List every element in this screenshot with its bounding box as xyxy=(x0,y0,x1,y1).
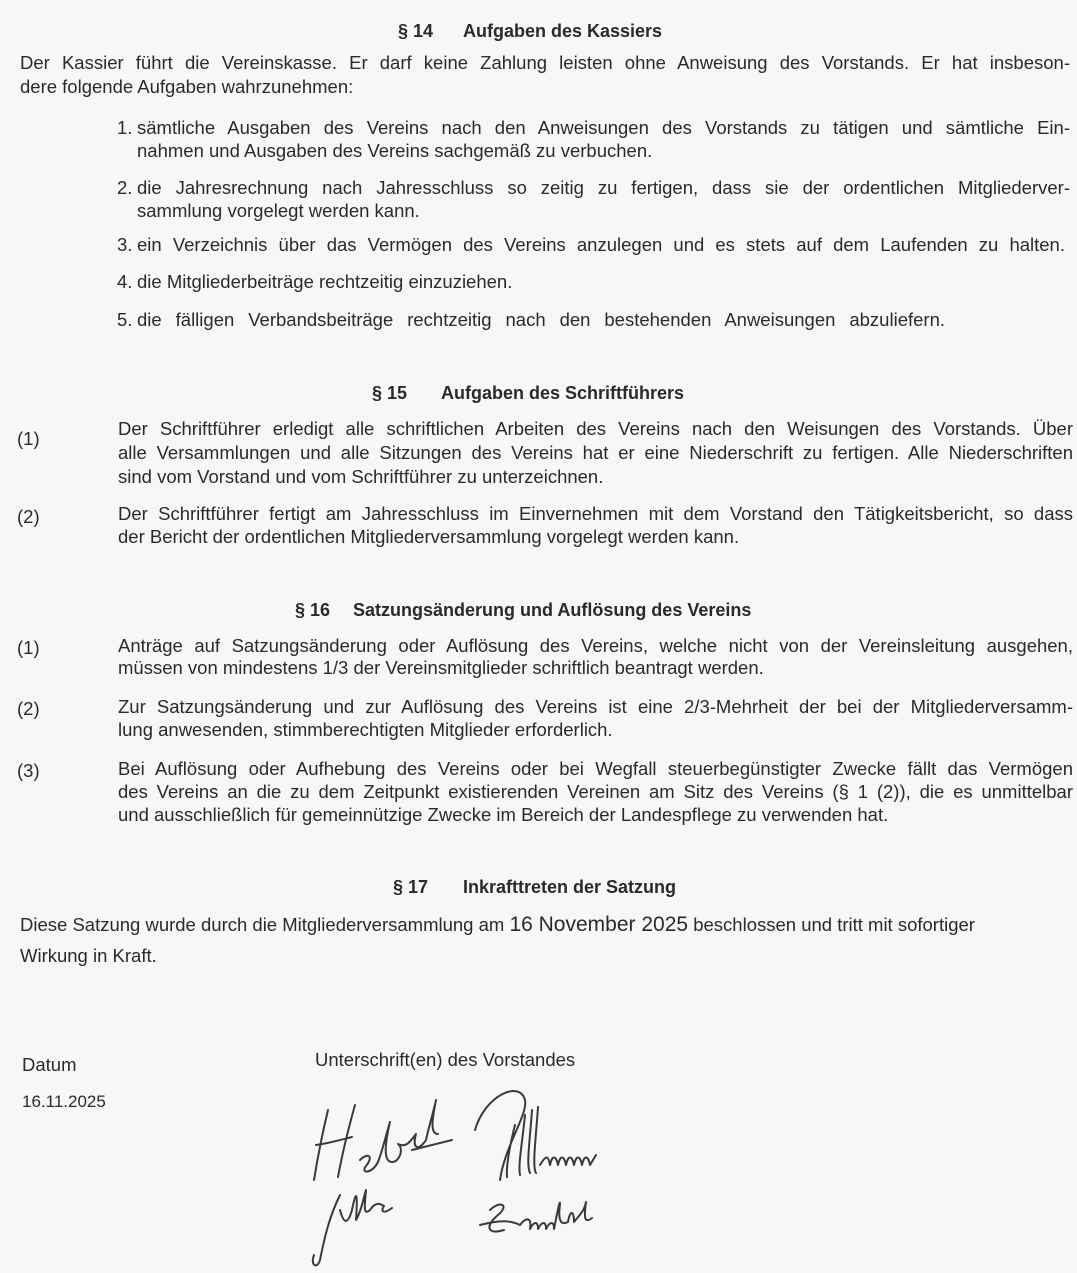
date-value: 16.11.2025 xyxy=(22,1092,106,1111)
handwritten-signatures xyxy=(300,1085,720,1270)
paragraph-number: (3) xyxy=(17,760,40,781)
section-16-number: § 16 xyxy=(295,600,331,620)
signature-label: Unterschrift(en) des Vorstandes xyxy=(315,1049,576,1070)
paragraph-number: (1) xyxy=(17,428,40,449)
paragraph-line: Zur Satzungsänderung und zur Auflösung des Vereins ist eine 2/3-Mehrheit der bei der Mitgliederversamm- xyxy=(118,696,1073,717)
paragraph-line: Der Schriftführer erledigt alle schriftlichen Arbeiten des Vereins nach den Weisungen des Vorstands. Über xyxy=(118,418,1073,439)
paragraph-line: alle Versammlungen und alle Sitzungen des Vereins hat er eine Niederschrift zu fertigen. Alle Niederschriften xyxy=(118,442,1073,463)
paragraph-line: und ausschließlich für gemeinnützige Zwecke im Bereich der Landespflege zu verwenden hat. xyxy=(118,804,889,825)
paragraph-line: Anträge auf Satzungsänderung oder Auflösung des Vereins, welche nicht von der Vereinsleitung ausgehen, xyxy=(118,635,1073,656)
paragraph-line: der Bericht der ordentlichen Mitgliederversammlung vorgelegt werden kann. xyxy=(118,526,740,547)
resolution-date: 16 November 2025 xyxy=(509,913,689,936)
date-label: Datum xyxy=(22,1054,77,1075)
section-14-number: § 14 xyxy=(398,21,434,41)
list-item-line: ein Verzeichnis über das Vermögen des Vereins anzulegen und es stets auf dem Laufenden zu halten. xyxy=(137,234,1065,255)
paragraph-number: (1) xyxy=(17,637,40,658)
section-15-title: Aufgaben des Schriftführers xyxy=(441,383,685,403)
list-number: 3. xyxy=(117,234,133,255)
list-number: 5. xyxy=(117,309,133,330)
list-item-line: sämtliche Ausgaben des Vereins nach den Anweisungen des Vorstands zu tätigen und sämtliche Ein- xyxy=(137,117,1070,138)
paragraph-line: Der Schriftführer fertigt am Jahresschluss im Einvernehmen mit dem Vorstand den Tätigkeitsbericht, so dass xyxy=(118,503,1073,524)
paragraph-line: Wirkung in Kraft. xyxy=(20,945,157,966)
list-number: 4. xyxy=(117,271,133,292)
list-item-line: nahmen und Ausgaben des Vereins sachgemäß zu verbuchen. xyxy=(137,140,653,161)
section-16-title: Satzungsänderung und Auflösung des Vereins xyxy=(353,600,752,620)
list-item-line: sammlung vorgelegt werden kann. xyxy=(137,200,420,221)
s14-intro-line: dere folgende Aufgaben wahrzunehmen: xyxy=(20,76,354,97)
paragraph-line: müssen von mindestens 1/3 der Vereinsmitglieder schriftlich beantragt werden. xyxy=(118,657,764,678)
paragraph-number: (2) xyxy=(17,506,40,527)
paragraph-line xyxy=(20,914,1077,936)
section-14-title: Aufgaben des Kassiers xyxy=(463,21,663,41)
paragraph-text: beschlossen und tritt mit sofortiger xyxy=(693,914,975,935)
paragraph-line: des Vereins an die zu dem Zeitpunkt existierenden Vereinen am Sitz des Vereins (§ 1 (2)), die es unmittelbar xyxy=(118,781,1073,802)
section-17-title: Inkrafttreten der Satzung xyxy=(463,877,677,897)
paragraph-text: Diese Satzung wurde durch die Mitgliederversammlung am xyxy=(20,914,505,935)
paragraph-line: Bei Auflösung oder Aufhebung des Vereins oder bei Wegfall steuerbegünstigter Zwecke fällt das Vermögen xyxy=(118,758,1073,779)
section-15-number: § 15 xyxy=(372,383,408,403)
list-item-line: die Mitgliederbeiträge rechtzeitig einzuziehen. xyxy=(137,271,513,292)
paragraph-line: sind vom Vorstand und vom Schriftführer zu unterzeichnen. xyxy=(118,466,604,487)
section-17-number: § 17 xyxy=(393,877,429,897)
s14-intro-line: Der Kassier führt die Vereinskasse. Er darf keine Zahlung leisten ohne Anweisung des Vorstands. Er hat insbeson- xyxy=(20,52,1070,73)
list-item-line: die fälligen Verbandsbeiträge rechtzeitig nach den bestehenden Anweisungen abzuliefern. xyxy=(137,309,945,330)
list-item-line: die Jahresrechnung nach Jahresschluss so zeitig zu fertigen, dass sie der ordentlichen Mitgliederver- xyxy=(137,177,1070,198)
paragraph-number: (2) xyxy=(17,698,40,719)
list-number: 2. xyxy=(117,177,133,198)
paragraph-line: lung anwesenden, stimmberechtigten Mitglieder erforderlich. xyxy=(118,719,613,740)
list-number: 1. xyxy=(117,117,133,138)
